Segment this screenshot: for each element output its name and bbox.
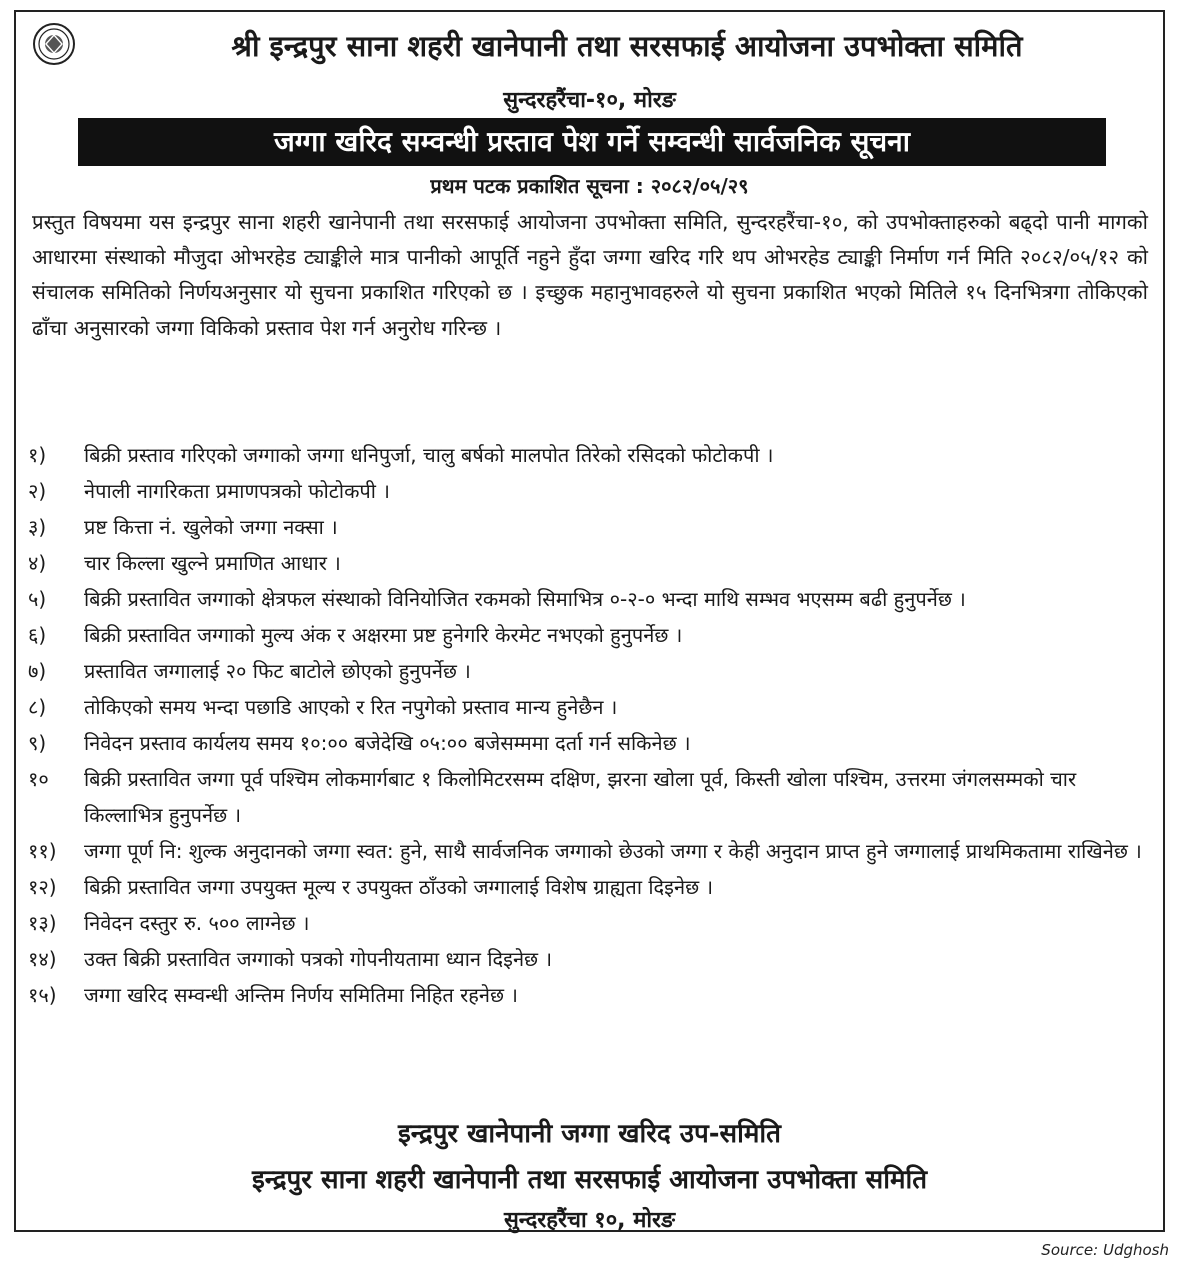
list-item	[28, 761, 1152, 833]
organization-address: सुन्दरहरैंचा-१०, मोरङ	[503, 88, 676, 113]
requirements-list	[28, 437, 1152, 1013]
list-item-number: १२)	[28, 875, 57, 899]
list-item-number: ६)	[28, 623, 47, 647]
list-item	[28, 581, 1152, 617]
notice-frame	[14, 10, 1165, 1232]
list-item	[28, 473, 1152, 509]
source-credit: Source: Udghosh	[1041, 1241, 1169, 1259]
list-item-number: ३)	[28, 515, 47, 539]
list-item-text: जग्गा खरिद सम्वन्धी अन्तिम निर्णय समितिमा निहित रहनेछ ।	[84, 983, 518, 1007]
list-item-text: नेपाली नागरिकता प्रमाणपत्रको फोटोकपी ।	[84, 479, 390, 503]
committee-address: सुन्दरहरैंचा १०, मोरङ	[503, 1208, 676, 1233]
publication-date-line: प्रथम पटक प्रकाशित सूचना : २०८२/०५/२९	[430, 174, 749, 198]
list-item-text: प्रस्तावित जग्गालाई २० फिट बाटोले छोएको हुनुपर्नेछ ।	[84, 659, 471, 683]
list-item-number: ११)	[28, 839, 57, 863]
list-item-number: ७)	[28, 659, 47, 683]
list-item	[28, 905, 1152, 941]
list-item-number: १०	[28, 767, 49, 791]
list-item-text: बिक्री प्रस्तावित जग्गा उपयुक्त मूल्य र उपयुक्त ठाँउको जग्गालाई विशेष ग्राह्यता दिइनेछ ।	[84, 875, 714, 899]
list-item-number: ४)	[28, 551, 47, 575]
list-item-text: जग्गा पूर्ण नि: शुल्क अनुदानको जग्गा स्वत: हुने, साथै सार्वजनिक जग्गाको छेउको जग्गा र केही अनुदान प्राप्त हुने जग्गालाई प्राथमिकतामा राखिनेछ ।	[84, 839, 1142, 863]
list-item	[28, 653, 1152, 689]
emblem-seal-icon	[32, 22, 76, 66]
notice-title-banner: जग्गा खरिद सम्वन्धी प्रस्ताव पेश गर्ने सम्वन्धी सार्वजनिक सूचना	[78, 118, 1106, 166]
list-item-number: १५)	[28, 983, 57, 1007]
list-item	[28, 545, 1152, 581]
list-item-text: बिक्री प्रस्तावित जग्गाको मुल्य अंक र अक्षरमा प्रष्ट हुनेगरि केरमेट नभएको हुनुपर्नेछ ।	[84, 623, 683, 647]
list-item-number: ८)	[28, 695, 47, 719]
list-item	[28, 941, 1152, 977]
list-item	[28, 617, 1152, 653]
intro-paragraph: प्रस्तुत विषयमा यस इन्द्रपुर साना शहरी खानेपानी तथा सरसफाई आयोजना उपभोक्ता समिति, सुन्दरहरैंचा-१०, को उपभोक्ताहरुको बढ्दो पानी मागको आधारमा संस्थाको मौजुदा ओभरहेड ट्याङ्कीले मात्र पानीको आपूर्ति नहुने हुँदा जग्गा खरिद गरि थप ओभरहेड ट्याङ्की निर्माण गर्न मिति २०८२/०५/१२ को संचालक समितिको निर्णयअनुसार यो सुचना प्रकाशित गरिएको छ । इच्छुक महानुभावहरुले यो सुचना प्रकाशित भएको मितिले १५ दिनभित्रगा तोकिएको ढाँचा अनुसारको जग्गा विकिको प्रस्ताव पेश गर्न अनुरोध गरिन्छ ।	[32, 210, 1148, 340]
list-item-text: चार किल्ला खुल्ने प्रमाणित आधार ।	[84, 551, 341, 575]
list-item-number: १४)	[28, 947, 57, 971]
list-item	[28, 689, 1152, 725]
list-item	[28, 437, 1152, 473]
list-item-number: १३)	[28, 911, 57, 935]
list-item-text: उक्त बिक्री प्रस्तावित जग्गाको पत्रको गोपनीयतामा ध्यान दिइनेछ ।	[84, 947, 553, 971]
list-item-text: निवेदन प्रस्ताव कार्यलय समय १०:०० बजेदेखि ०५:०० बजेसम्ममा दर्ता गर्न सकिनेछ ।	[84, 731, 691, 755]
list-item	[28, 725, 1152, 761]
organization-title: श्री इन्द्रपुर साना शहरी खानेपानी तथा सरसफाई आयोजना उपभोक्ता समिति	[231, 29, 1023, 63]
list-item	[28, 869, 1152, 905]
list-item-text: बिक्री प्रस्तावित जग्गा पूर्व पश्चिम लोकमार्गबाट १ किलोमिटरसम्म दक्षिण, झरना खोला पूर्व, किस्ती खोला पश्चिम, उत्तरमा जंगलसम्मको चार किल्लाभित्र हुनुपर्नेछ ।	[84, 767, 1077, 827]
subcommittee-name: इन्द्रपुर खानेपानी जग्गा खरिद उप-समिति	[398, 1119, 781, 1149]
list-item	[28, 509, 1152, 545]
list-item	[28, 977, 1152, 1013]
list-item-text: निवेदन दस्तुर रु. ५०० लाग्नेछ ।	[84, 911, 310, 935]
list-item-text: प्रष्ट कित्ता नं. खुलेको जग्गा नक्सा ।	[84, 515, 338, 539]
list-item-number: १)	[28, 443, 47, 467]
list-item-number: ५)	[28, 587, 47, 611]
list-item-text: तोकिएको समय भन्दा पछाडि आएको र रित नपुगेको प्रस्ताव मान्य हुनेछैन ।	[84, 695, 618, 719]
list-item	[28, 833, 1152, 869]
list-item-number: २)	[28, 479, 47, 503]
list-item-text: बिक्री प्रस्ताव गरिएको जग्गाको जग्गा धनिपुर्जा, चालु बर्षको मालपोत तिरेको रसिदको फोटोकपी ।	[84, 443, 774, 467]
committee-name: इन्द्रपुर साना शहरी खानेपानी तथा सरसफाई आयोजना उपभोक्ता समिति	[251, 1165, 928, 1195]
list-item-number: ९)	[28, 731, 47, 755]
list-item-text: बिक्री प्रस्तावित जग्गाको क्षेत्रफल संस्थाको विनियोजित रकमको सिमाभित्र ०-२-० भन्दा माथि सम्भव भएसम्म बढी हुनुपर्नेछ ।	[84, 587, 966, 611]
